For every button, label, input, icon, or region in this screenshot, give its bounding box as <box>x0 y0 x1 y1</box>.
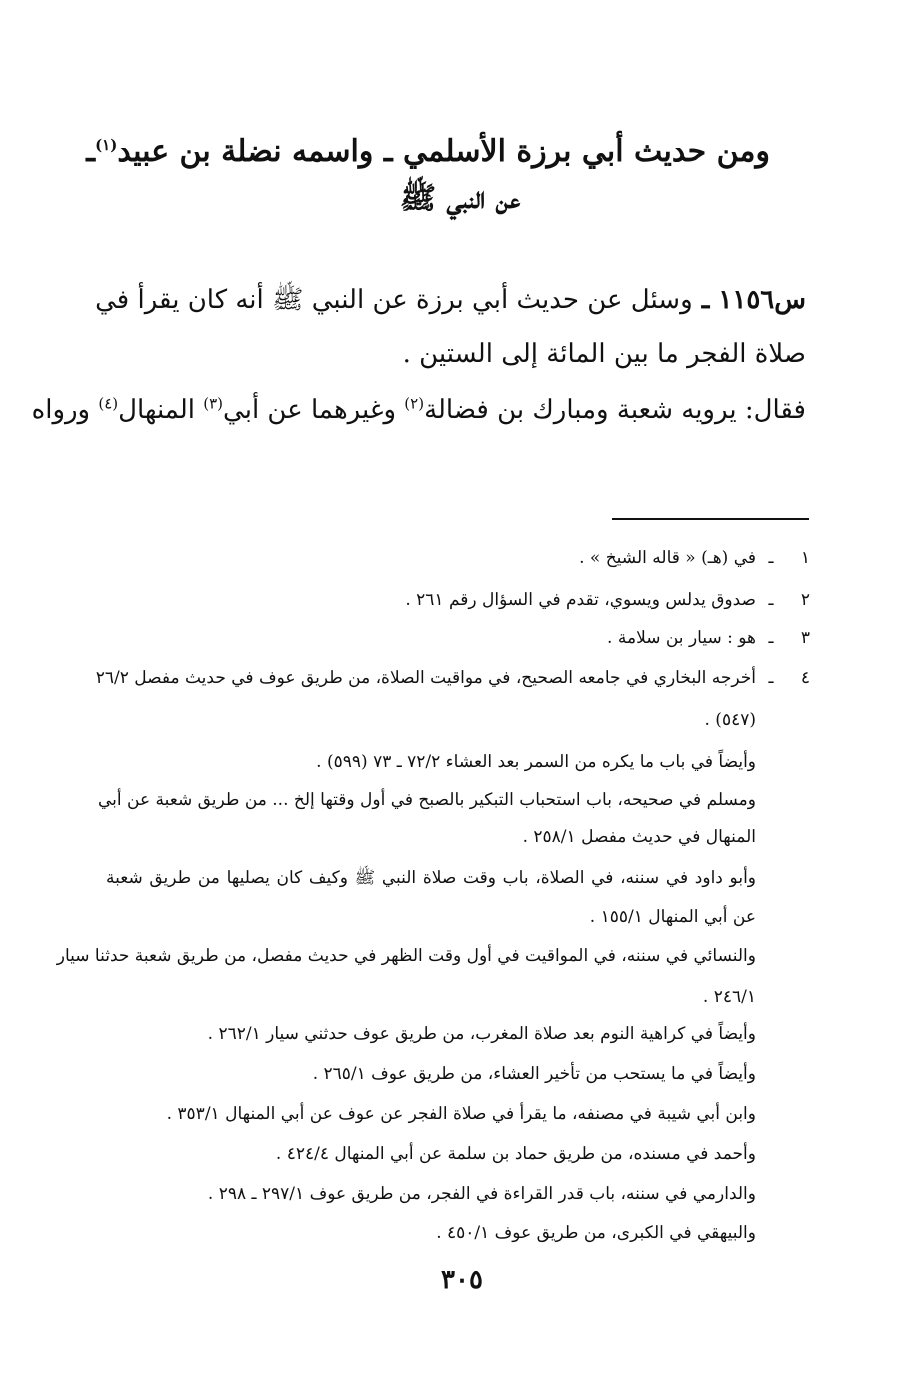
footnote-4-line-9: ٢٤٦/١ . <box>702 987 756 1007</box>
footnote-ref-2: (٢) <box>404 394 425 413</box>
footnote-4-line-6: وأبو داود في سننه، في الصلاة، باب وقت صلاة النبي ﷺ وكيف كان يصليها من طريق شعبة <box>106 868 756 888</box>
footnote-dash: ـ <box>768 668 774 688</box>
question-line-1 <box>95 280 806 320</box>
question-text-1: وسئل عن حديث أبي برزة عن النبي ﷺ أنه كان يقرأ في <box>95 285 693 315</box>
footnote-number: ٣ <box>800 628 810 648</box>
question-line-2: صلاة الفجر ما بين المائة إلى الستين . <box>402 339 806 369</box>
question-number: س١١٥٦ <box>718 285 806 315</box>
heading-footnote-ref-1: (١) <box>95 136 118 154</box>
answer-part-4: ورواه <box>31 395 99 425</box>
footnote-text: هو : سيار بن سلامة . <box>607 628 756 648</box>
footnote-ref-3: (٣) <box>203 394 224 413</box>
footnote-4-line-11: وأيضاً في ما يستحب من تأخير العشاء، من طريق عوف ٢٦٥/١ . <box>312 1064 756 1084</box>
footnote-4-line-15: والبيهقي في الكبرى، من طريق عوف ٤٥٠/١ . <box>436 1223 756 1243</box>
footnote-dash: ـ <box>768 590 774 610</box>
answer-part-3: المنهال <box>118 395 204 425</box>
footnote-number: ٤ <box>800 668 810 688</box>
heading-text: ومن حديث أبي برزة الأسلمي ـ واسمه نضلة بن عبيد <box>117 134 770 169</box>
footnote-number: ١ <box>800 548 810 568</box>
footnote-4-line-5: المنهال في حديث مفصل ٢٥٨/١ . <box>522 827 756 847</box>
footnote-1 <box>579 544 810 572</box>
footnote-ref-4: (٤) <box>98 394 119 413</box>
footnote-text: صدوق يدلس ويسوي، تقدم في السؤال رقم ٢٦١ . <box>405 590 756 610</box>
footnote-4-line-13: وأحمد في مسنده، من طريق حماد بن سلمة عن أبي المنهال ٤٢٤/٤ . <box>275 1144 756 1164</box>
footnote-4-line-4: ومسلم في صحيحه، باب استحباب التبكير بالصبح في أول وقتها إلخ ... من طريق شعبة عن أبي <box>97 790 756 810</box>
question-dash: ـ <box>692 285 719 315</box>
footnote-4-line-10: وأيضاً في كراهية النوم بعد صلاة المغرب، من طريق عوف حدثني سيار ٢٦٢/١ . <box>207 1024 756 1044</box>
footnote-4-line-2: (٥٤٧) . <box>704 710 756 730</box>
footnote-4-line-7: عن أبي المنهال ١٥٥/١ . <box>589 907 756 927</box>
footnote-separator <box>612 518 809 520</box>
footnote-text: أخرجه البخاري في جامعه الصحيح، في مواقيت الصلاة، من طريق عوف في حديث مفصل ٢٦/٢ <box>95 668 756 688</box>
heading-tail-dash: ـ <box>86 134 96 169</box>
footnote-2 <box>405 586 810 614</box>
section-heading-line-2: عن النبي ﷺ <box>399 181 521 216</box>
footnote-4-line-12: وابن أبي شيبة في مصنفه، ما يقرأ في صلاة الفجر عن عوف عن أبي المنهال ٣٥٣/١ . <box>166 1104 756 1124</box>
footnote-4-line-8: والنسائي في سننه، في المواقيت في أول وقت الظهر في حديث مفصل، من طريق شعبة حدثنا سيار <box>56 946 756 966</box>
page-number: ٣٠٥ <box>441 1265 483 1295</box>
answer-line <box>31 390 806 430</box>
footnote-text: في (هـ) « قاله الشيخ » . <box>579 548 756 568</box>
footnote-number: ٢ <box>800 590 810 610</box>
answer-part-1: فقال: يرويه شعبة ومبارك بن فضالة <box>424 395 806 425</box>
footnote-dash: ـ <box>768 548 774 568</box>
section-heading-line-1 <box>86 130 770 174</box>
footnote-dash: ـ <box>768 628 774 648</box>
footnote-4-line-3: وأيضاً في باب ما يكره من السمر بعد العشاء ٧٢/٢ ـ ٧٣ (٥٩٩) . <box>316 752 756 772</box>
footnote-4 <box>96 664 810 692</box>
footnote-3 <box>607 624 810 652</box>
footnote-4-line-14: والدارمي في سننه، باب قدر القراءة في الفجر، من طريق عوف ٢٩٧/١ ـ ٢٩٨ . <box>207 1184 756 1204</box>
answer-part-2: وغيرهما عن أبي <box>223 395 405 425</box>
